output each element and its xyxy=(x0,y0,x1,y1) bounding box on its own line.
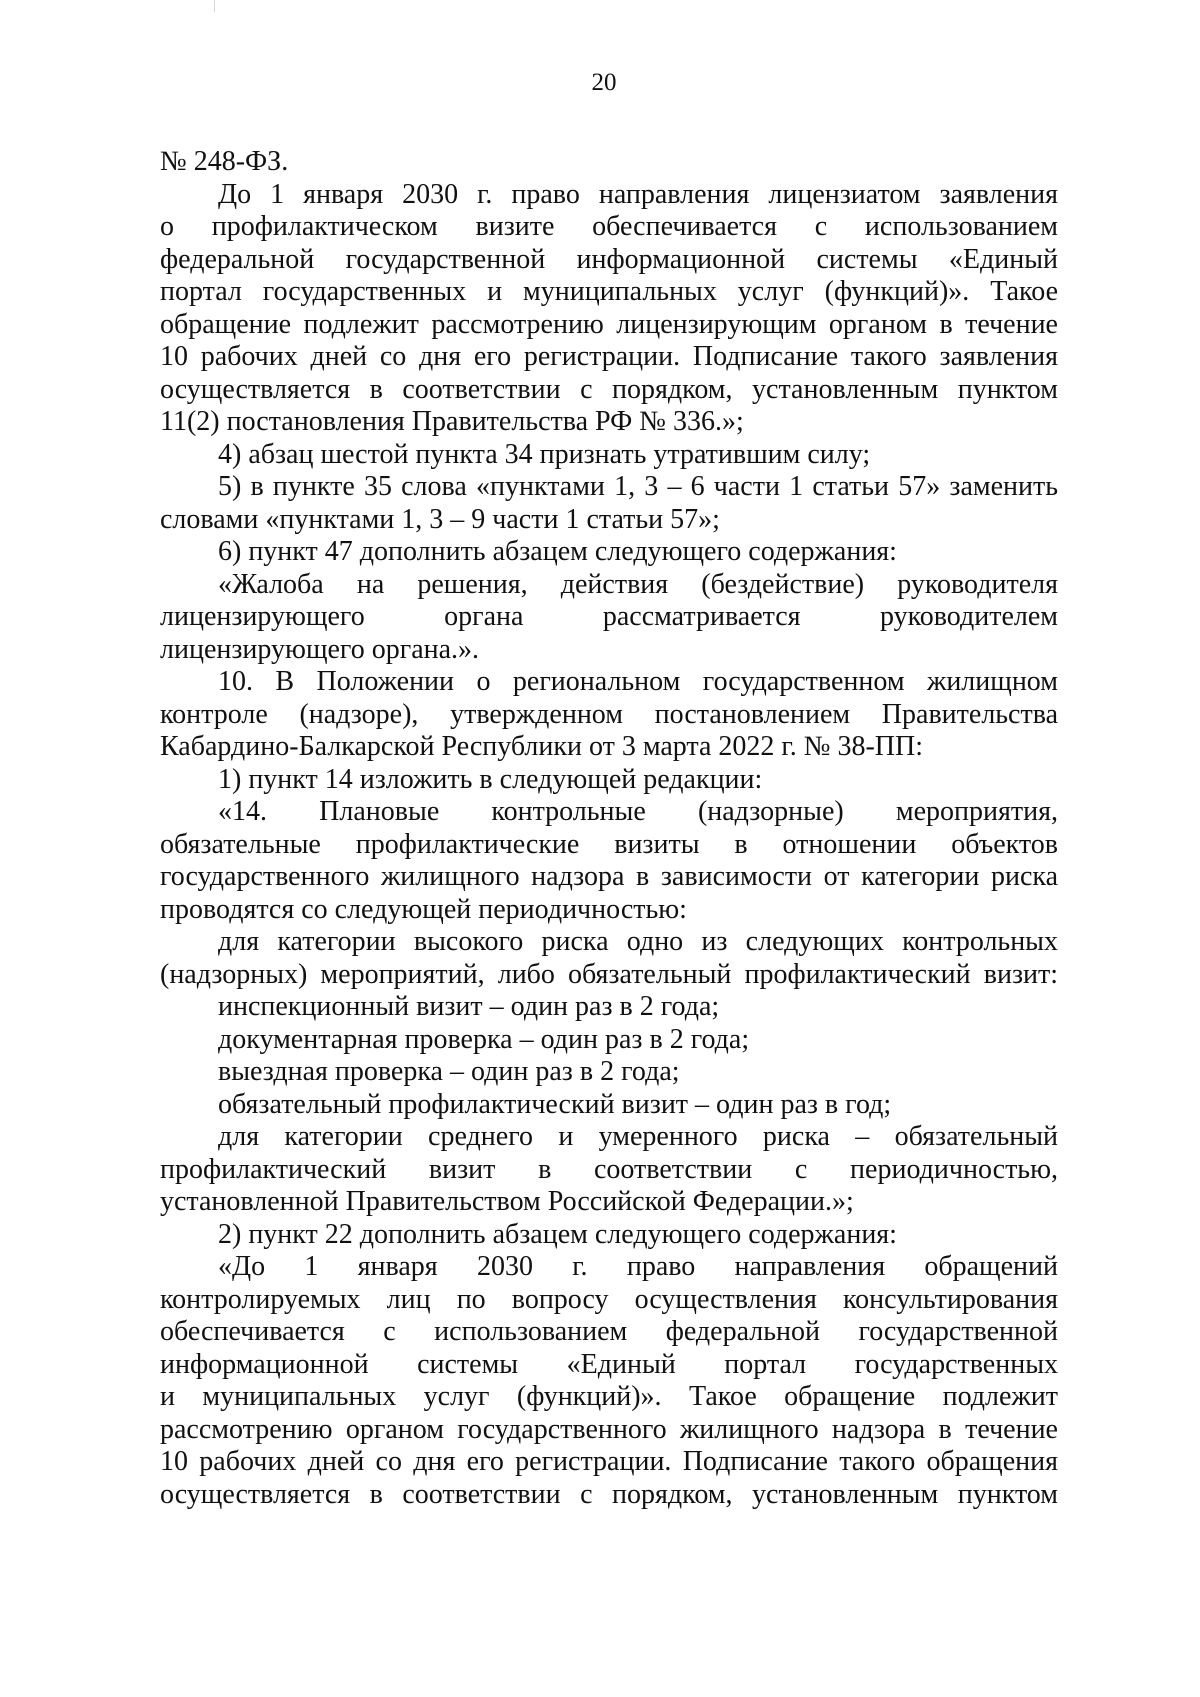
text-line: для категории высокого риска одно из следующих контрольных xyxy=(218,926,1058,957)
text-line: № 248-ФЗ. xyxy=(160,146,289,177)
text-line: рассмотрению органом государственного жилищного надзора в течение xyxy=(160,1413,1058,1445)
text-line: 1) пункт 14 изложить в следующей редакции: xyxy=(218,763,763,795)
text-line: информационной системы «Единый портал государственных xyxy=(160,1348,1058,1380)
text-line: (надзорных) мероприятий, либо обязательный профилактический визит: xyxy=(160,958,1058,990)
text-line: 10. В Положении о региональном государственном жилищном xyxy=(218,666,1058,697)
text-line: «Жалоба на решения, действия (бездействие) руководителя xyxy=(218,568,1058,600)
text-line: Кабардино-Балкарской Республики от 3 марта 2022 г. № 38-ПП: xyxy=(160,731,924,762)
text-line: словами «пунктами 1, 3 – 9 части 1 статьи 57»; xyxy=(160,503,720,535)
text-line: федеральной государственной информационной системы «Единый xyxy=(160,243,1058,275)
text-line: 5) в пункте 35 слова «пунктами 1, 3 – 6 части 1 статьи 57» заменить xyxy=(218,471,1058,502)
text-line: обязательный профилактический визит – один раз в год; xyxy=(218,1088,892,1120)
text-line: и муниципальных услуг (функций)». Такое обращение подлежит xyxy=(160,1381,1058,1412)
text-line: установленной Правительством Российской Федерации.»; xyxy=(160,1186,854,1217)
text-line: лицензирующего органа.». xyxy=(160,633,480,665)
text-line: «14. Плановые контрольные (надзорные) мероприятия, xyxy=(218,796,1058,827)
text-line: контролируемых лиц по вопросу осуществления консультирования xyxy=(160,1283,1058,1315)
text-line: осуществляется в соответствии с порядком, установленным пунктом xyxy=(160,1478,1058,1510)
text-line: проводятся со следующей периодичностью: xyxy=(160,893,687,925)
text-line: 10 рабочих дней со дня его регистрации. Подписание такого заявления xyxy=(160,341,1058,372)
text-line: обязательные профилактические визиты в отношении объектов xyxy=(160,828,1058,860)
text-line: До 1 января 2030 г. право направления лицензиатом заявления xyxy=(218,178,1058,210)
text-line: 2) пункт 22 дополнить абзацем следующего содержания: xyxy=(218,1218,897,1250)
text-line: «До 1 января 2030 г. право направления обращений xyxy=(218,1251,1058,1282)
text-line: обращение подлежит рассмотрению лицензирующим органом в течение xyxy=(160,308,1058,340)
text-line: о профилактическом визите обеспечивается с использованием xyxy=(160,211,1058,242)
text-line: лицензирующего органа рассматривается руководителем xyxy=(160,601,1058,632)
text-line: для категории среднего и умеренного риска – обязательный xyxy=(218,1121,1058,1152)
text-line: государственного жилищного надзора в зависимости от категории риска xyxy=(160,861,1058,892)
text-line: профилактический визит в соответствии с периодичностью, xyxy=(160,1153,1058,1185)
text-line: 4) абзац шестой пункта 34 признать утратившим силу; xyxy=(218,438,871,470)
text-line: контроле (надзоре), утвержденном постановлением Правительства xyxy=(160,698,1058,730)
text-line: портал государственных и муниципальных услуг (функций)». Такое xyxy=(160,276,1058,307)
page-number: 20 xyxy=(591,69,617,96)
text-line: инспекционный визит – один раз в 2 года; xyxy=(218,991,720,1022)
text-line: документарная проверка – один раз в 2 года; xyxy=(218,1023,750,1055)
text-line: обеспечивается с использованием федеральной государственной xyxy=(160,1316,1058,1347)
text-line: осуществляется в соответствии с порядком, установленным пунктом xyxy=(160,373,1058,405)
text-line: 11(2) постановления Правительства РФ № 336.»; xyxy=(160,406,744,437)
text-line: 6) пункт 47 дополнить абзацем следующего содержания: xyxy=(218,536,897,567)
document-body xyxy=(160,146,1058,1511)
scan-artifact xyxy=(214,0,215,12)
text-line: выездная проверка – один раз в 2 года; xyxy=(218,1056,680,1087)
text-line: 10 рабочих дней со дня его регистрации. Подписание такого обращения xyxy=(160,1446,1058,1477)
